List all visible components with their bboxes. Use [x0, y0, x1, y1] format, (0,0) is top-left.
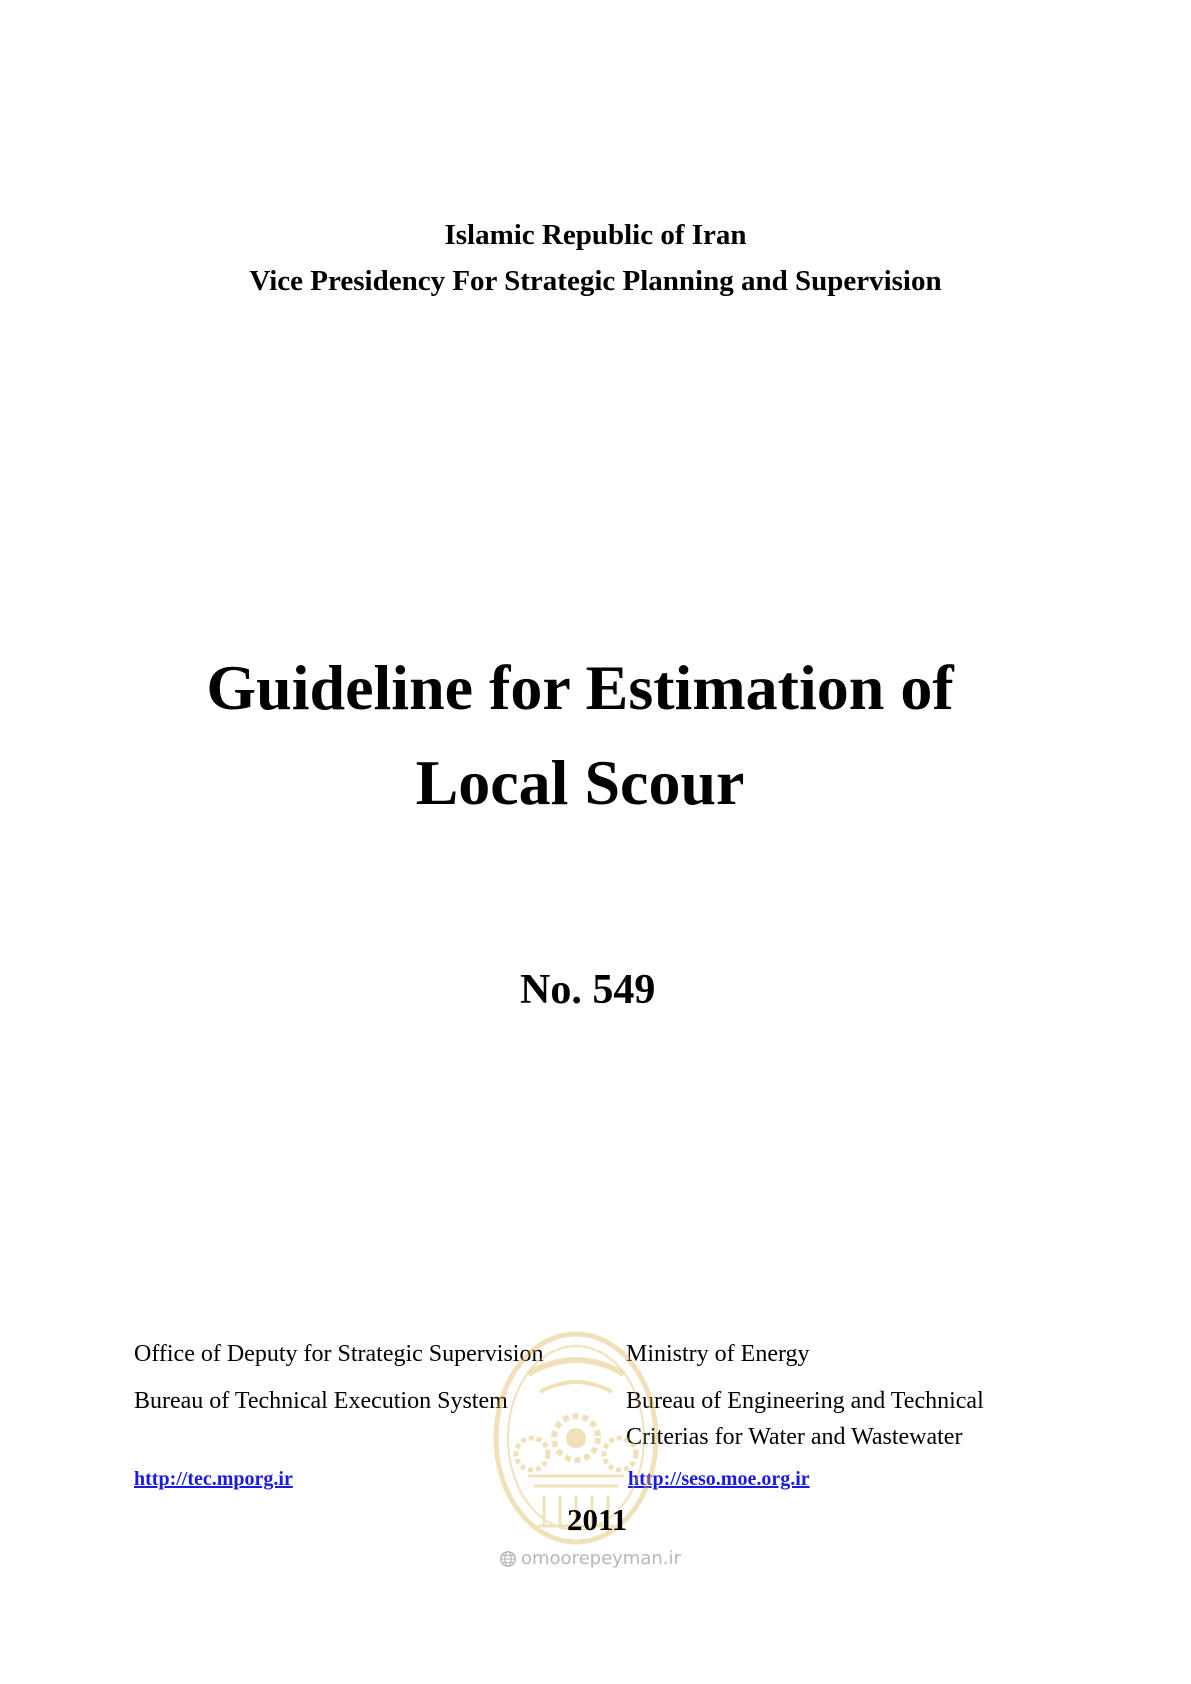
bureau-name-left: Bureau of Technical Execution System	[134, 1388, 508, 1414]
title-line-2: Local Scour	[415, 747, 745, 818]
bureau-name-right-line-2: Criterias for Water and Wastewater	[626, 1424, 963, 1450]
title-line-1: Guideline for Estimation of	[206, 652, 954, 723]
bureau-name-right-line-1: Bureau of Engineering and Technical	[626, 1388, 984, 1414]
publication-year: 2011	[567, 1502, 628, 1537]
organization-name: Vice Presidency For Strategic Planning and Supervision	[249, 265, 942, 297]
document-title	[0, 640, 1160, 830]
country-name: Islamic Republic of Iran	[444, 219, 747, 251]
watermark	[499, 1548, 681, 1569]
publisher-right	[626, 1336, 984, 1455]
watermark-text: omoorepeyman.ir	[521, 1548, 681, 1569]
publisher-left-link[interactable]: http://tec.mporg.ir	[134, 1468, 293, 1490]
document-header	[0, 212, 1191, 304]
document-number: No. 549	[520, 967, 656, 1013]
publisher-right-link[interactable]: http://seso.moe.org.ir	[628, 1468, 810, 1490]
office-name: Office of Deputy for Strategic Supervision	[134, 1341, 544, 1367]
ministry-name: Ministry of Energy	[626, 1341, 810, 1367]
globe-icon	[499, 1550, 517, 1568]
publisher-left	[134, 1336, 543, 1419]
